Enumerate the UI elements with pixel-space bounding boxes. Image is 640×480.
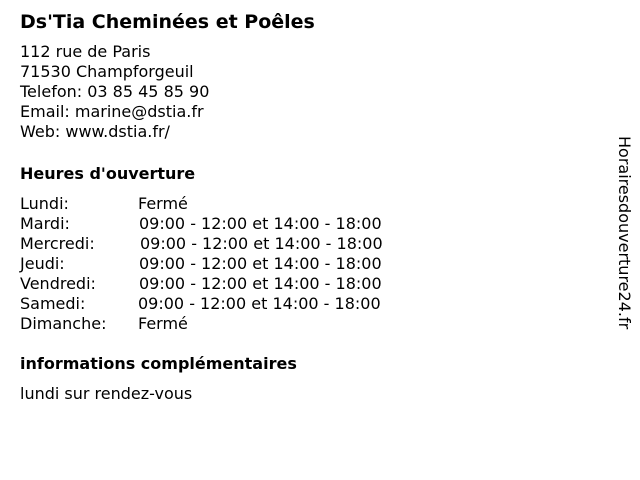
hours-row [20,274,600,294]
hours-row [20,314,600,334]
hours-row [20,294,600,314]
additional-info-text: lundi sur rendez-vous [20,384,193,403]
hours-time: 09:00 - 12:00 et 14:00 - 18:00 [139,274,382,293]
hours-day: Vendredi: [20,274,96,293]
additional-info-title: informations complémentaires [20,354,297,373]
hours-day: Samedi: [20,294,86,313]
hours-row [20,234,600,254]
business-name: Ds'Tia Cheminées et Poêles [20,11,315,33]
site-brand-vertical[interactable]: Horairesdouverture24.fr [615,136,634,330]
website-link[interactable]: Web: www.dstia.fr/ [20,122,170,141]
hours-time: Fermé [138,314,188,333]
email-address[interactable]: Email: marine@dstia.fr [20,102,204,121]
hours-time: 09:00 - 12:00 et 14:00 - 18:00 [138,294,381,313]
business-card [20,10,600,404]
opening-hours-title: Heures d'ouverture [20,164,196,183]
hours-day: Mardi: [20,214,70,233]
phone-number[interactable]: Telefon: 03 85 45 85 90 [20,82,210,101]
address-street: 112 rue de Paris [20,42,151,61]
hours-time: Fermé [138,194,188,213]
hours-time: 09:00 - 12:00 et 14:00 - 18:00 [139,214,382,233]
hours-row [20,254,600,274]
hours-day: Lundi: [20,194,69,213]
hours-row [20,194,600,214]
hours-row [20,214,600,234]
opening-hours-list [20,194,600,334]
address-city: 71530 Champforgeuil [20,62,194,81]
hours-day: Mercredi: [20,234,95,253]
hours-time: 09:00 - 12:00 et 14:00 - 18:00 [139,254,382,273]
hours-day: Dimanche: [20,314,107,333]
hours-day: Jeudi: [20,254,65,273]
hours-time: 09:00 - 12:00 et 14:00 - 18:00 [140,234,383,253]
